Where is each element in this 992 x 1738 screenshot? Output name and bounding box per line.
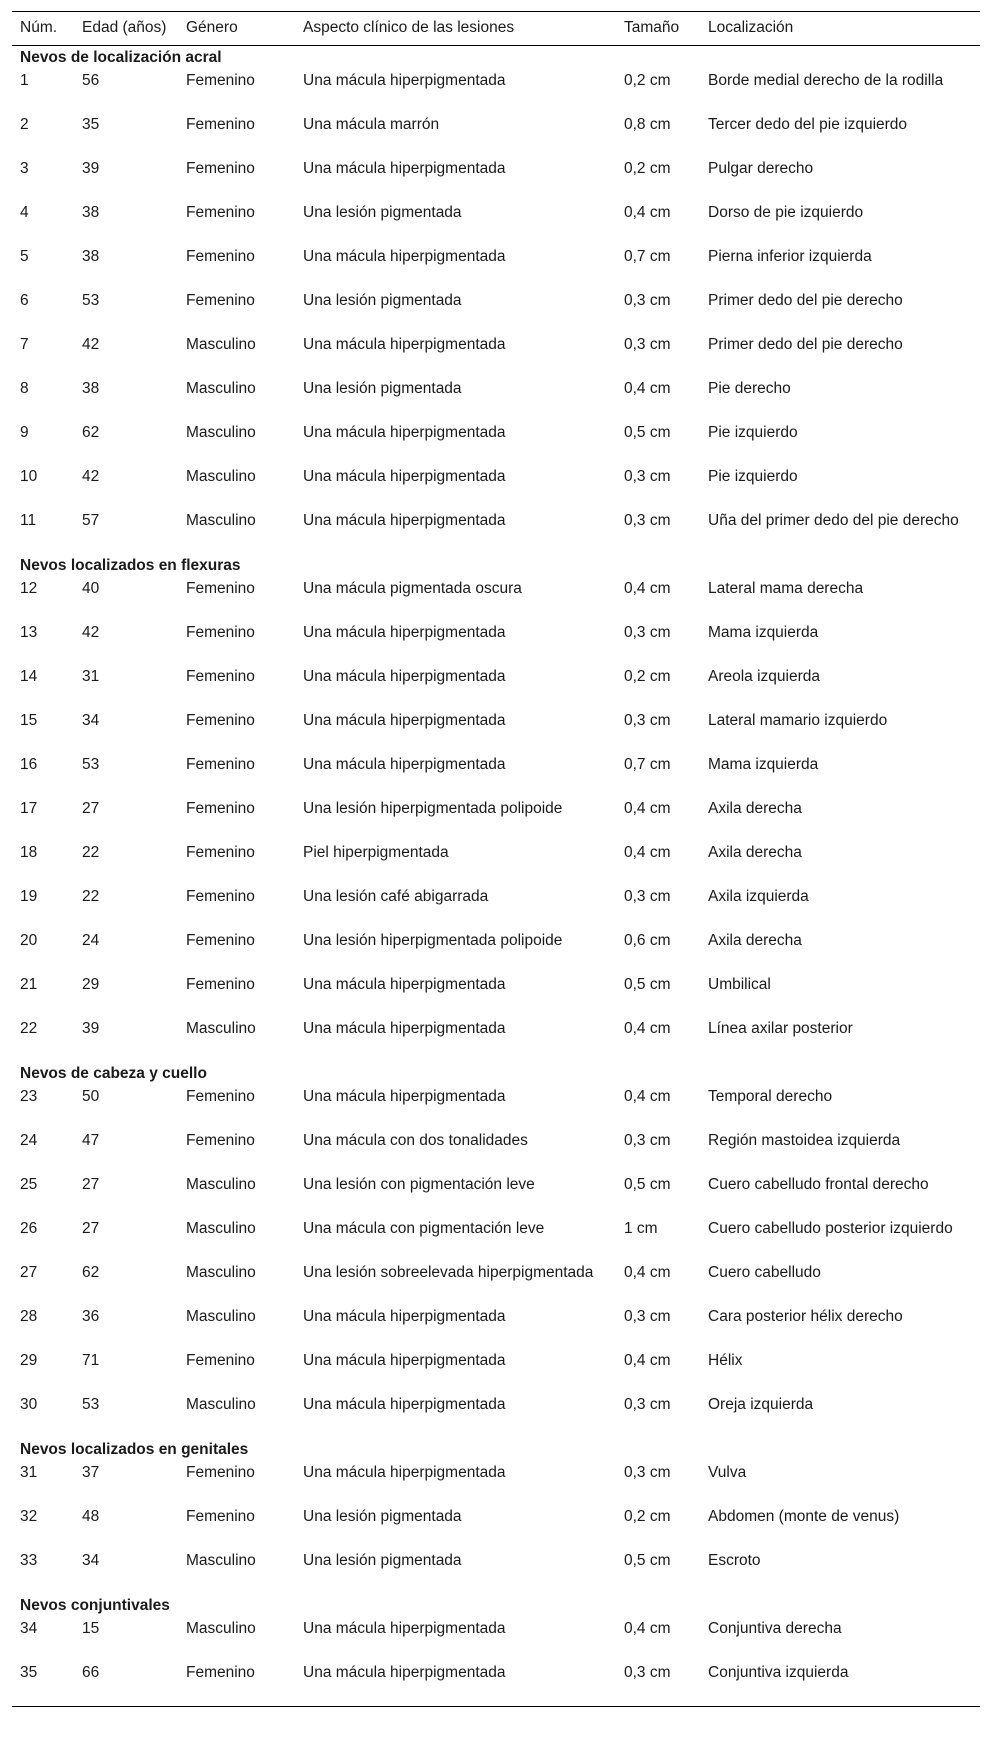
cell-aspect: Una mácula hiperpigmentada [303,1464,506,1481]
table-row [12,422,980,466]
cell-age: 22 [82,844,100,861]
cell-size: 0,7 cm [624,756,671,773]
table-row [12,1662,980,1707]
cell-aspect: Una lesión pigmentada [303,1552,462,1569]
cell-age: 15 [82,1620,100,1637]
cell-num: 12 [20,580,38,597]
cell-aspect: Una mácula hiperpigmentada [303,976,506,993]
section-header-row [12,1594,980,1618]
cell-size: 0,5 cm [624,424,671,441]
cell-age: 38 [82,248,100,265]
cell-age: 36 [82,1308,100,1325]
cell-gender: Masculino [186,1552,256,1569]
cell-gender: Femenino [186,292,255,309]
table-row [12,246,980,290]
cell-size: 0,3 cm [624,1132,671,1149]
table-row [12,754,980,798]
table-row [12,622,980,666]
cell-location: Escroto [708,1552,761,1569]
cell-location: Pie izquierdo [708,424,798,441]
section-header-row [12,1438,980,1462]
table-row [12,1394,980,1438]
cell-location: Lateral mama derecha [708,580,864,597]
cell-location: Mama izquierda [708,756,819,773]
cell-location: Línea axilar posterior [708,1020,853,1037]
cell-size: 0,4 cm [624,1620,671,1637]
cell-num: 7 [20,336,29,353]
cell-aspect: Una mácula hiperpigmentada [303,1664,506,1681]
table-row [12,886,980,930]
table-row [12,510,980,554]
table-row [12,1306,980,1350]
cell-size: 0,3 cm [624,1664,671,1681]
table-row [12,1618,980,1662]
cell-age: 27 [82,1176,100,1193]
table-row [12,378,980,422]
nevi-table-container [12,11,980,1707]
section-title: Nevos de cabeza y cuello [20,1065,207,1082]
section-title: Nevos conjuntivales [20,1597,170,1614]
section-title: Nevos localizados en genitales [20,1441,249,1458]
table-row [12,1550,980,1594]
cell-location: Región mastoidea izquierda [708,1132,901,1149]
cell-location: Cuero cabelludo posterior izquierdo [708,1220,953,1237]
cell-aspect: Una mácula hiperpigmentada [303,1088,506,1105]
cell-aspect: Una mácula con dos tonalidades [303,1132,528,1149]
cell-age: 47 [82,1132,100,1149]
cell-num: 27 [20,1264,38,1281]
cell-size: 0,7 cm [624,248,671,265]
cell-size: 0,6 cm [624,932,671,949]
cell-aspect: Una mácula pigmentada oscura [303,580,522,597]
cell-aspect: Una mácula hiperpigmentada [303,424,506,441]
cell-location: Pie izquierdo [708,468,798,485]
table-row [12,1262,980,1306]
cell-num: 33 [20,1552,38,1569]
cell-gender: Femenino [186,888,255,905]
cell-age: 39 [82,160,100,177]
cell-size: 0,4 cm [624,204,671,221]
cell-num: 22 [20,1020,38,1037]
cell-num: 19 [20,888,38,905]
table-row [12,158,980,202]
nevi-table [12,11,980,1707]
cell-gender: Femenino [186,580,255,597]
cell-size: 0,4 cm [624,1352,671,1369]
header-num: Núm. [20,19,58,36]
table-row [12,798,980,842]
cell-location: Vulva [708,1464,747,1481]
cell-gender: Masculino [186,1176,256,1193]
cell-location: Dorso de pie izquierdo [708,204,864,221]
cell-num: 14 [20,668,38,685]
cell-aspect: Una mácula hiperpigmentada [303,336,506,353]
cell-num: 1 [20,72,29,89]
cell-age: 56 [82,72,100,89]
header-aspect: Aspecto clínico de las lesiones [303,19,515,36]
cell-gender: Masculino [186,1620,256,1637]
cell-aspect: Una mácula con pigmentación leve [303,1220,545,1237]
table-row [12,1506,980,1550]
cell-aspect: Una mácula hiperpigmentada [303,468,506,485]
cell-size: 0,3 cm [624,512,671,529]
cell-age: 37 [82,1464,100,1481]
cell-num: 20 [20,932,38,949]
cell-size: 0,3 cm [624,1396,671,1413]
cell-age: 48 [82,1508,100,1525]
cell-num: 34 [20,1620,38,1637]
cell-age: 53 [82,292,100,309]
cell-num: 4 [20,204,29,221]
table-row [12,1174,980,1218]
cell-num: 17 [20,800,38,817]
cell-gender: Masculino [186,1396,256,1413]
cell-gender: Femenino [186,712,255,729]
table-row [12,1018,980,1062]
cell-size: 0,3 cm [624,712,671,729]
header-row [12,12,980,46]
cell-num: 35 [20,1664,38,1681]
cell-size: 0,5 cm [624,1176,671,1193]
cell-location: Axila izquierda [708,888,809,905]
table-row [12,842,980,886]
cell-aspect: Una mácula hiperpigmentada [303,712,506,729]
cell-aspect: Una mácula hiperpigmentada [303,512,506,529]
cell-num: 25 [20,1176,38,1193]
cell-gender: Femenino [186,800,255,817]
cell-aspect: Una mácula hiperpigmentada [303,1020,506,1037]
cell-size: 0,3 cm [624,292,671,309]
cell-gender: Masculino [186,512,256,529]
cell-age: 62 [82,424,100,441]
cell-age: 42 [82,624,100,641]
cell-gender: Femenino [186,1088,255,1105]
cell-aspect: Una mácula hiperpigmentada [303,1308,506,1325]
cell-size: 0,2 cm [624,1508,671,1525]
cell-gender: Femenino [186,756,255,773]
cell-size: 0,3 cm [624,336,671,353]
table-row [12,974,980,1018]
cell-size: 0,4 cm [624,1264,671,1281]
header-gender: Género [186,19,238,36]
table-row [12,334,980,378]
cell-size: 0,4 cm [624,800,671,817]
table-row [12,1130,980,1174]
section-header-row [12,46,980,71]
cell-location: Lateral mamario izquierdo [708,712,888,729]
cell-num: 28 [20,1308,38,1325]
cell-num: 29 [20,1352,38,1369]
cell-gender: Femenino [186,624,255,641]
header-location: Localización [708,19,794,36]
cell-size: 0,3 cm [624,1464,671,1481]
cell-age: 34 [82,712,100,729]
cell-location: Pierna inferior izquierda [708,248,872,265]
cell-size: 0,2 cm [624,160,671,177]
table-row [12,1350,980,1394]
cell-num: 26 [20,1220,38,1237]
cell-location: Cuero cabelludo [708,1264,821,1281]
cell-gender: Femenino [186,160,255,177]
cell-gender: Masculino [186,468,256,485]
cell-location: Conjuntiva derecha [708,1620,842,1637]
table-row [12,70,980,114]
cell-age: 27 [82,800,100,817]
cell-location: Cuero cabelludo frontal derecho [708,1176,929,1193]
table-row [12,290,980,334]
cell-aspect: Una lesión sobreelevada hiperpigmentada [303,1264,594,1281]
cell-gender: Femenino [186,976,255,993]
cell-num: 32 [20,1508,38,1525]
cell-gender: Femenino [186,668,255,685]
cell-aspect: Una lesión pigmentada [303,1508,462,1525]
cell-aspect: Una mácula hiperpigmentada [303,72,506,89]
cell-size: 0,2 cm [624,668,671,685]
cell-gender: Femenino [186,72,255,89]
cell-location: Temporal derecho [708,1088,833,1105]
section-header-row [12,554,980,578]
cell-age: 53 [82,1396,100,1413]
cell-location: Areola izquierda [708,668,821,685]
table-row [12,202,980,246]
cell-location: Borde medial derecho de la rodilla [708,72,944,89]
cell-age: 53 [82,756,100,773]
cell-num: 23 [20,1088,38,1105]
cell-num: 13 [20,624,38,641]
cell-age: 35 [82,116,100,133]
header-size: Tamaño [624,19,680,36]
cell-aspect: Una lesión café abigarrada [303,888,489,905]
header-age: Edad (años) [82,19,167,36]
cell-aspect: Una lesión hiperpigmentada polipoide [303,932,563,949]
cell-age: 42 [82,336,100,353]
cell-age: 31 [82,668,100,685]
cell-location: Cara posterior hélix derecho [708,1308,903,1325]
cell-gender: Masculino [186,424,256,441]
cell-num: 6 [20,292,29,309]
cell-location: Mama izquierda [708,624,819,641]
cell-aspect: Piel hiperpigmentada [303,844,449,861]
cell-size: 0,3 cm [624,888,671,905]
cell-size: 0,4 cm [624,844,671,861]
cell-num: 16 [20,756,38,773]
section-title: Nevos de localización acral [20,49,222,66]
cell-size: 0,8 cm [624,116,671,133]
cell-num: 24 [20,1132,38,1149]
table-row [12,1218,980,1262]
cell-age: 57 [82,512,100,529]
cell-aspect: Una mácula hiperpigmentada [303,668,506,685]
cell-gender: Femenino [186,1352,255,1369]
cell-location: Pie derecho [708,380,791,397]
cell-aspect: Una lesión pigmentada [303,292,462,309]
cell-age: 40 [82,580,100,597]
cell-gender: Masculino [186,1220,256,1237]
cell-gender: Masculino [186,380,256,397]
cell-age: 29 [82,976,100,993]
cell-aspect: Una lesión con pigmentación leve [303,1176,535,1193]
cell-aspect: Una lesión hiperpigmentada polipoide [303,800,563,817]
cell-location: Tercer dedo del pie izquierdo [708,116,908,133]
cell-gender: Femenino [186,1132,255,1149]
cell-size: 0,3 cm [624,1308,671,1325]
cell-gender: Femenino [186,932,255,949]
cell-size: 0,4 cm [624,580,671,597]
cell-size: 0,4 cm [624,1020,671,1037]
table-row [12,1462,980,1506]
cell-location: Primer dedo del pie derecho [708,336,903,353]
cell-aspect: Una mácula hiperpigmentada [303,1620,506,1637]
cell-aspect: Una mácula hiperpigmentada [303,160,506,177]
cell-location: Hélix [708,1352,743,1369]
cell-aspect: Una mácula hiperpigmentada [303,756,506,773]
cell-gender: Masculino [186,1020,256,1037]
table-body [12,46,980,1707]
cell-location: Abdomen (monte de venus) [708,1508,900,1525]
cell-num: 30 [20,1396,38,1413]
cell-location: Conjuntiva izquierda [708,1664,849,1681]
cell-num: 21 [20,976,38,993]
cell-location: Umbilical [708,976,771,993]
cell-age: 38 [82,380,100,397]
cell-num: 31 [20,1464,38,1481]
cell-num: 18 [20,844,38,861]
cell-location: Axila derecha [708,800,802,817]
cell-location: Oreja izquierda [708,1396,814,1413]
cell-aspect: Una mácula hiperpigmentada [303,624,506,641]
cell-age: 62 [82,1264,100,1281]
cell-location: Primer dedo del pie derecho [708,292,903,309]
cell-location: Uña del primer dedo del pie derecho [708,512,959,529]
cell-num: 15 [20,712,38,729]
cell-aspect: Una lesión pigmentada [303,204,462,221]
cell-num: 3 [20,160,29,177]
cell-gender: Masculino [186,336,256,353]
cell-num: 5 [20,248,29,265]
cell-num: 9 [20,424,29,441]
cell-num: 2 [20,116,29,133]
table-row [12,578,980,622]
cell-gender: Masculino [186,1308,256,1325]
cell-gender: Femenino [186,116,255,133]
table-row [12,666,980,710]
cell-age: 42 [82,468,100,485]
section-header-row [12,1062,980,1086]
cell-gender: Femenino [186,844,255,861]
cell-location: Axila derecha [708,844,802,861]
cell-aspect: Una mácula hiperpigmentada [303,1396,506,1413]
cell-gender: Femenino [186,204,255,221]
cell-age: 22 [82,888,100,905]
cell-size: 0,4 cm [624,380,671,397]
cell-num: 11 [20,512,37,529]
cell-age: 24 [82,932,100,949]
cell-location: Axila derecha [708,932,802,949]
cell-size: 0,4 cm [624,1088,671,1105]
cell-age: 38 [82,204,100,221]
cell-aspect: Una mácula hiperpigmentada [303,248,506,265]
cell-size: 0,3 cm [624,468,671,485]
cell-num: 10 [20,468,38,485]
cell-gender: Masculino [186,1264,256,1281]
cell-aspect: Una mácula hiperpigmentada [303,1352,506,1369]
cell-age: 66 [82,1664,100,1681]
cell-gender: Femenino [186,1664,255,1681]
table-row [12,466,980,510]
cell-size: 1 cm [624,1220,658,1237]
cell-gender: Femenino [186,1464,255,1481]
cell-age: 50 [82,1088,100,1105]
cell-age: 71 [82,1352,100,1369]
cell-gender: Femenino [186,248,255,265]
table-header [12,12,980,46]
table-row [12,710,980,754]
cell-size: 0,5 cm [624,976,671,993]
cell-age: 34 [82,1552,100,1569]
table-row [12,930,980,974]
cell-aspect: Una mácula marrón [303,116,440,133]
cell-age: 39 [82,1020,100,1037]
cell-aspect: Una lesión pigmentada [303,380,462,397]
cell-location: Pulgar derecho [708,160,814,177]
section-title: Nevos localizados en flexuras [20,557,241,574]
cell-num: 8 [20,380,29,397]
cell-age: 27 [82,1220,100,1237]
cell-size: 0,3 cm [624,624,671,641]
cell-size: 0,2 cm [624,72,671,89]
cell-gender: Femenino [186,1508,255,1525]
table-row [12,1086,980,1130]
table-row [12,114,980,158]
cell-size: 0,5 cm [624,1552,671,1569]
